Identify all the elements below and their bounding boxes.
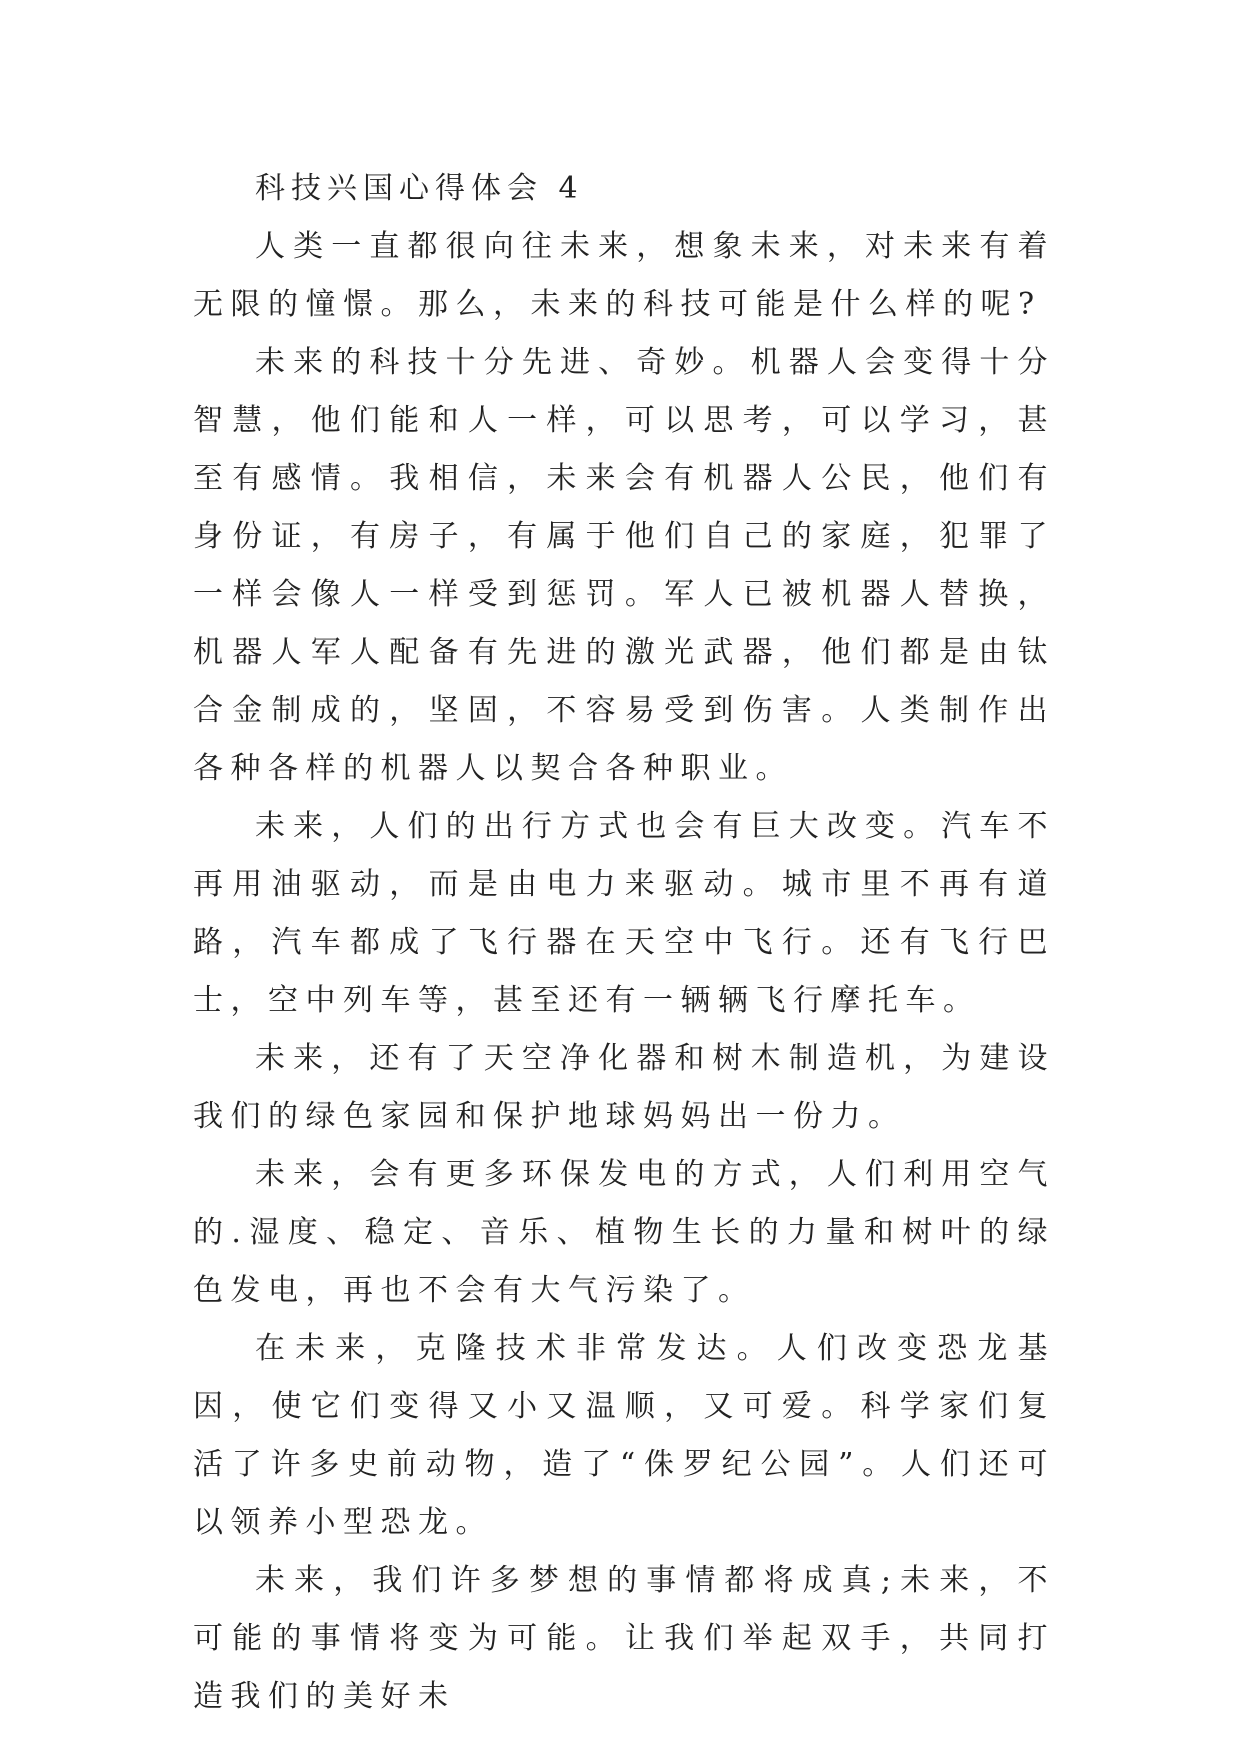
paragraph: 未来的科技十分先进、奇妙。机器人会变得十分智慧，他们能和人一样，可以思考，可以学习，甚至有感情。我相信，未来会有机器人公民，他们有身份证，有房子，有属于他们自己的家庭，犯罪了一样会像人一样受到惩罚。军人已被机器人替换，机器人军人配备有先进的激光武器，他们都是由钛合金制成的，坚固，不容易受到伤害。人类制作出各种各样的机器人以契合各种职业。 — [193, 345, 1055, 786]
document-body — [193, 160, 1055, 1726]
paragraph: 未来，我们许多梦想的事情都将成真;未来，不可能的事情将变为可能。让我们举起双手，共同打造我们的美好未 — [193, 1563, 1055, 1714]
paragraph: 在未来，克隆技术非常发达。人们改变恐龙基因，使它们变得又小又温顺，又可爱。科学家们复活了许多史前动物，造了“侏罗纪公园”。人们还可以领养小型恐龙。 — [193, 1331, 1055, 1540]
document-title: 科技兴国心得体会 4 — [255, 171, 584, 206]
paragraph: 人类一直都很向往未来，想象未来，对未来有着无限的憧憬。那么，未来的科技可能是什么样的呢? — [193, 229, 1055, 322]
paragraph: 未来，还有了天空净化器和树木制造机，为建设我们的绿色家园和保护地球妈妈出一份力。 — [193, 1041, 1055, 1134]
paragraph: 未来，会有更多环保发电的方式，人们利用空气的.湿度、稳定、音乐、植物生长的力量和树叶的绿色发电，再也不会有大气污染了。 — [193, 1157, 1055, 1308]
paragraph: 未来，人们的出行方式也会有巨大改变。汽车不再用油驱动，而是由电力来驱动。城市里不再有道路，汽车都成了飞行器在天空中飞行。还有飞行巴士，空中列车等，甚至还有一辆辆飞行摩托车。 — [193, 809, 1055, 1018]
